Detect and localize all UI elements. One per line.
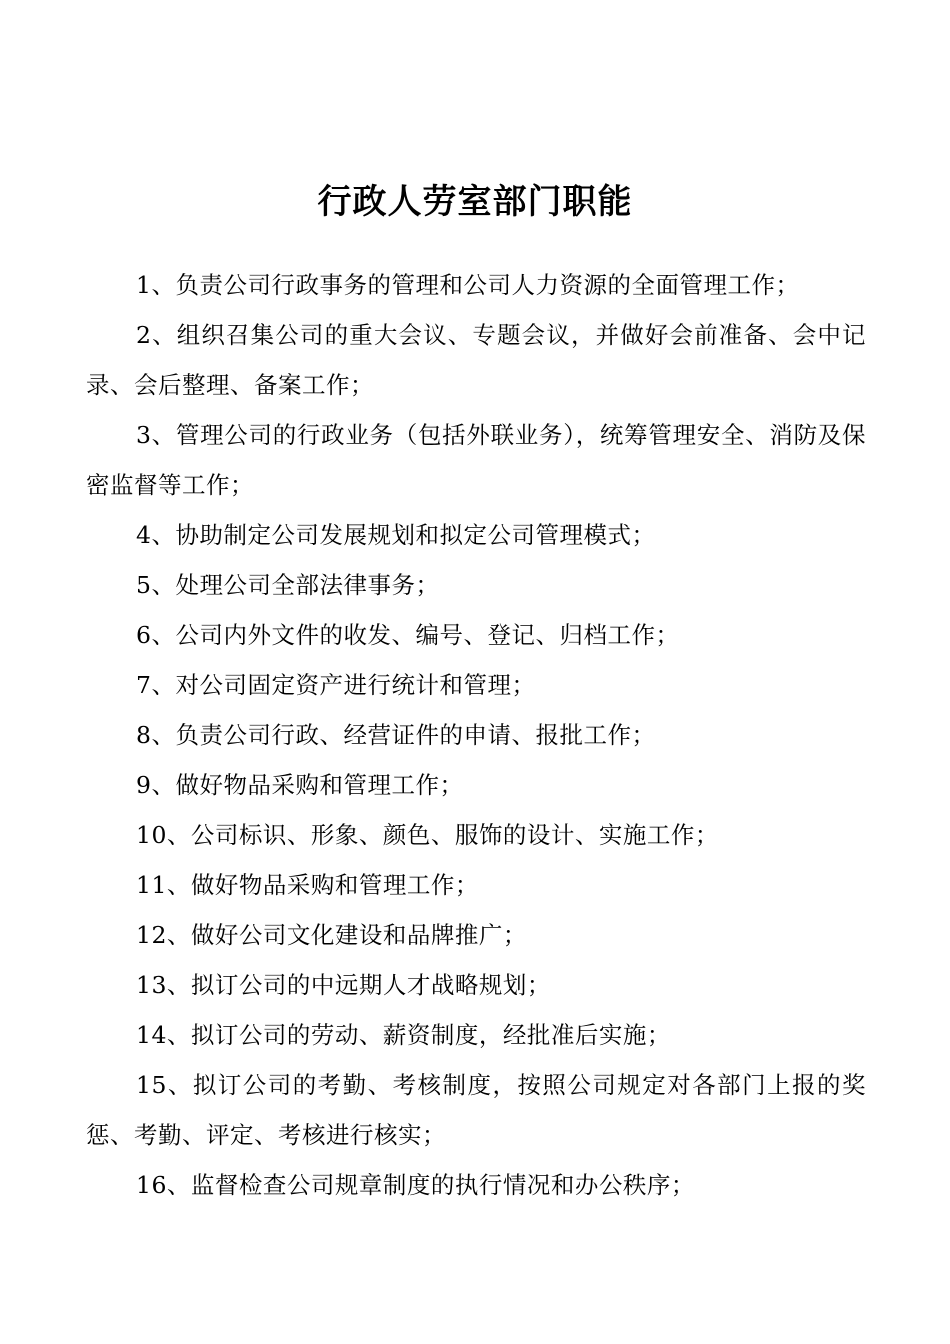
duty-item-8: 8、负责公司行政、经营证件的申请、报批工作；	[136, 721, 656, 749]
duty-item-9: 9、做好物品采购和管理工作；	[136, 771, 464, 799]
duty-item-2: 2、组织召集公司的重大会议、专题会议，并做好会前准备、会中记录、会后整理、备案工作；	[86, 321, 866, 399]
duty-item-14: 14、拟订公司的劳动、薪资制度，经批准后实施；	[136, 1021, 671, 1049]
duty-item-5: 5、处理公司全部法律事务；	[136, 571, 440, 599]
duty-item-1: 1、负责公司行政事务的管理和公司人力资源的全面管理工作；	[136, 271, 800, 299]
duty-item-7: 7、对公司固定资产进行统计和管理；	[136, 671, 536, 699]
duty-item-3: 3、管理公司的行政业务（包括外联业务），统筹管理安全、消防及保密监督等工作；	[86, 421, 866, 499]
duty-item-10: 10、公司标识、形象、颜色、服饰的设计、实施工作；	[136, 821, 719, 849]
duty-item-13: 13、拟订公司的中远期人才战略规划；	[136, 971, 551, 999]
duty-item-16: 16、监督检查公司规章制度的执行情况和办公秩序；	[136, 1171, 695, 1199]
duty-list	[86, 260, 866, 1210]
duty-item-11: 11、做好物品采购和管理工作；	[136, 871, 479, 899]
duty-item-6: 6、公司内外文件的收发、编号、登记、归档工作；	[136, 621, 680, 649]
duty-item-12: 12、做好公司文化建设和品牌推广；	[136, 921, 527, 949]
document-title: 行政人劳室部门职能	[317, 182, 633, 222]
duty-item-15: 15、拟订公司的考勤、考核制度，按照公司规定对各部门上报的奖惩、考勤、评定、考核进行核实；	[86, 1071, 866, 1149]
duty-item-4: 4、协助制定公司发展规划和拟定公司管理模式；	[136, 521, 656, 549]
